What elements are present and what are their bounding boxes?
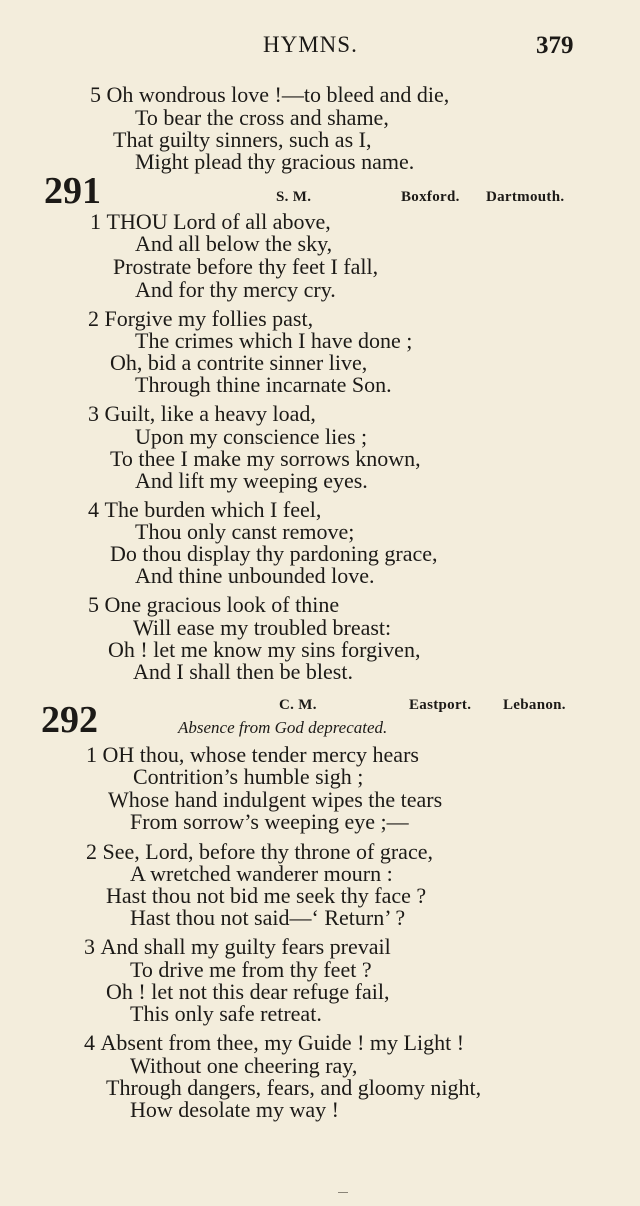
- stanza-line: Oh ! let me know my sins forgiven,: [108, 637, 421, 662]
- stanza-number: 3: [88, 401, 99, 426]
- stanza-number: 3: [84, 934, 95, 959]
- verse-text: See, Lord, before thy throne of grace,: [102, 839, 433, 864]
- tune-name: Boxford.: [401, 189, 460, 205]
- hymn-meter: S. M.: [276, 189, 312, 205]
- stanza-line: [84, 935, 391, 959]
- stanza-line: That guilty sinners, such as I,: [113, 127, 372, 152]
- stanza-number: 2: [88, 306, 99, 331]
- verse-text: Absent from thee, my Guide ! my Light !: [100, 1030, 465, 1055]
- stanza-line: Hast thou not bid me seek thy face ?: [106, 883, 427, 908]
- stanza-line: Thou only canst remove;: [135, 519, 355, 544]
- stanza-line: To drive me from thy feet ?: [130, 957, 372, 982]
- stanza-line: Prostrate before thy feet I fall,: [113, 254, 379, 279]
- tune-name: Eastport.: [409, 697, 472, 713]
- stanza-line: Oh, bid a contrite sinner live,: [110, 350, 368, 375]
- stanza-line: Will ease my troubled breast:: [133, 615, 392, 640]
- footer-rule: [338, 1192, 348, 1193]
- stanza-line: And I shall then be blest.: [133, 659, 353, 684]
- verse-text: THOU Lord of all above,: [106, 209, 331, 234]
- stanza-line: Through thine incarnate Son.: [135, 372, 392, 397]
- stanza-line: Through dangers, fears, and gloomy night,: [106, 1075, 482, 1100]
- stanza-line: How desolate my way !: [130, 1097, 339, 1122]
- stanza-line: And all below the sky,: [135, 231, 333, 256]
- stanza-line: Do thou display thy pardoning grace,: [110, 541, 438, 566]
- stanza-line: Oh ! let not this dear refuge fail,: [106, 979, 390, 1004]
- stanza-line: And for thy mercy cry.: [135, 277, 336, 302]
- stanza-line: From sorrow’s weeping eye ;—: [130, 809, 409, 834]
- verse-text: One gracious look of thine: [104, 592, 340, 617]
- hymn-meter: C. M.: [279, 697, 317, 713]
- page-number: 379: [536, 32, 574, 59]
- stanza-line: This only safe retreat.: [130, 1001, 322, 1026]
- stanza-number: 1: [90, 209, 101, 234]
- stanza-line: Contrition’s humble sigh ;: [133, 764, 364, 789]
- stanza-number: 4: [84, 1030, 95, 1055]
- running-header: HYMNS.: [263, 32, 358, 57]
- stanza-line: [84, 1031, 464, 1055]
- stanza-line: Hast thou not said—‘ Return’ ?: [130, 905, 406, 930]
- stanza-number: 5: [90, 82, 101, 107]
- stanza-number: 2: [86, 839, 97, 864]
- stanza-line: [90, 83, 449, 107]
- stanza-line: And lift my weeping eyes.: [135, 468, 368, 493]
- stanza-line: Upon my conscience lies ;: [135, 424, 368, 449]
- stanza-line: [88, 402, 316, 426]
- verse-text: Forgive my follies past,: [104, 306, 314, 331]
- verse-text: Oh wondrous love !—to bleed and die,: [106, 82, 450, 107]
- tune-name: Dartmouth.: [486, 189, 565, 205]
- stanza-line: Without one cheering ray,: [130, 1053, 358, 1078]
- stanza-line: A wretched wanderer mourn :: [130, 861, 393, 886]
- verse-text: And shall my guilty fears prevail: [100, 934, 391, 959]
- hymn-number: 292: [41, 699, 98, 741]
- stanza-line: The crimes which I have done ;: [135, 328, 413, 353]
- verse-text: Guilt, like a heavy load,: [104, 401, 316, 426]
- stanza-line: To thee I make my sorrows known,: [110, 446, 421, 471]
- verse-text: OH thou, whose tender mercy hears: [102, 742, 419, 767]
- tune-name: Lebanon.: [503, 697, 566, 713]
- stanza-number: 5: [88, 592, 99, 617]
- stanza-line: Might plead thy gracious name.: [135, 149, 415, 174]
- hymn-number: 291: [44, 170, 101, 212]
- verse-text: The burden which I feel,: [104, 497, 322, 522]
- stanza-line: [88, 593, 339, 617]
- stanza-line: To bear the cross and shame,: [135, 105, 389, 130]
- stanza-line: And thine unbounded love.: [135, 563, 375, 588]
- hymn-subtitle: Absence from God deprecated.: [178, 718, 388, 737]
- stanza-line: Whose hand indulgent wipes the tears: [108, 787, 443, 812]
- stanza-number: 4: [88, 497, 99, 522]
- stanza-number: 1: [86, 742, 97, 767]
